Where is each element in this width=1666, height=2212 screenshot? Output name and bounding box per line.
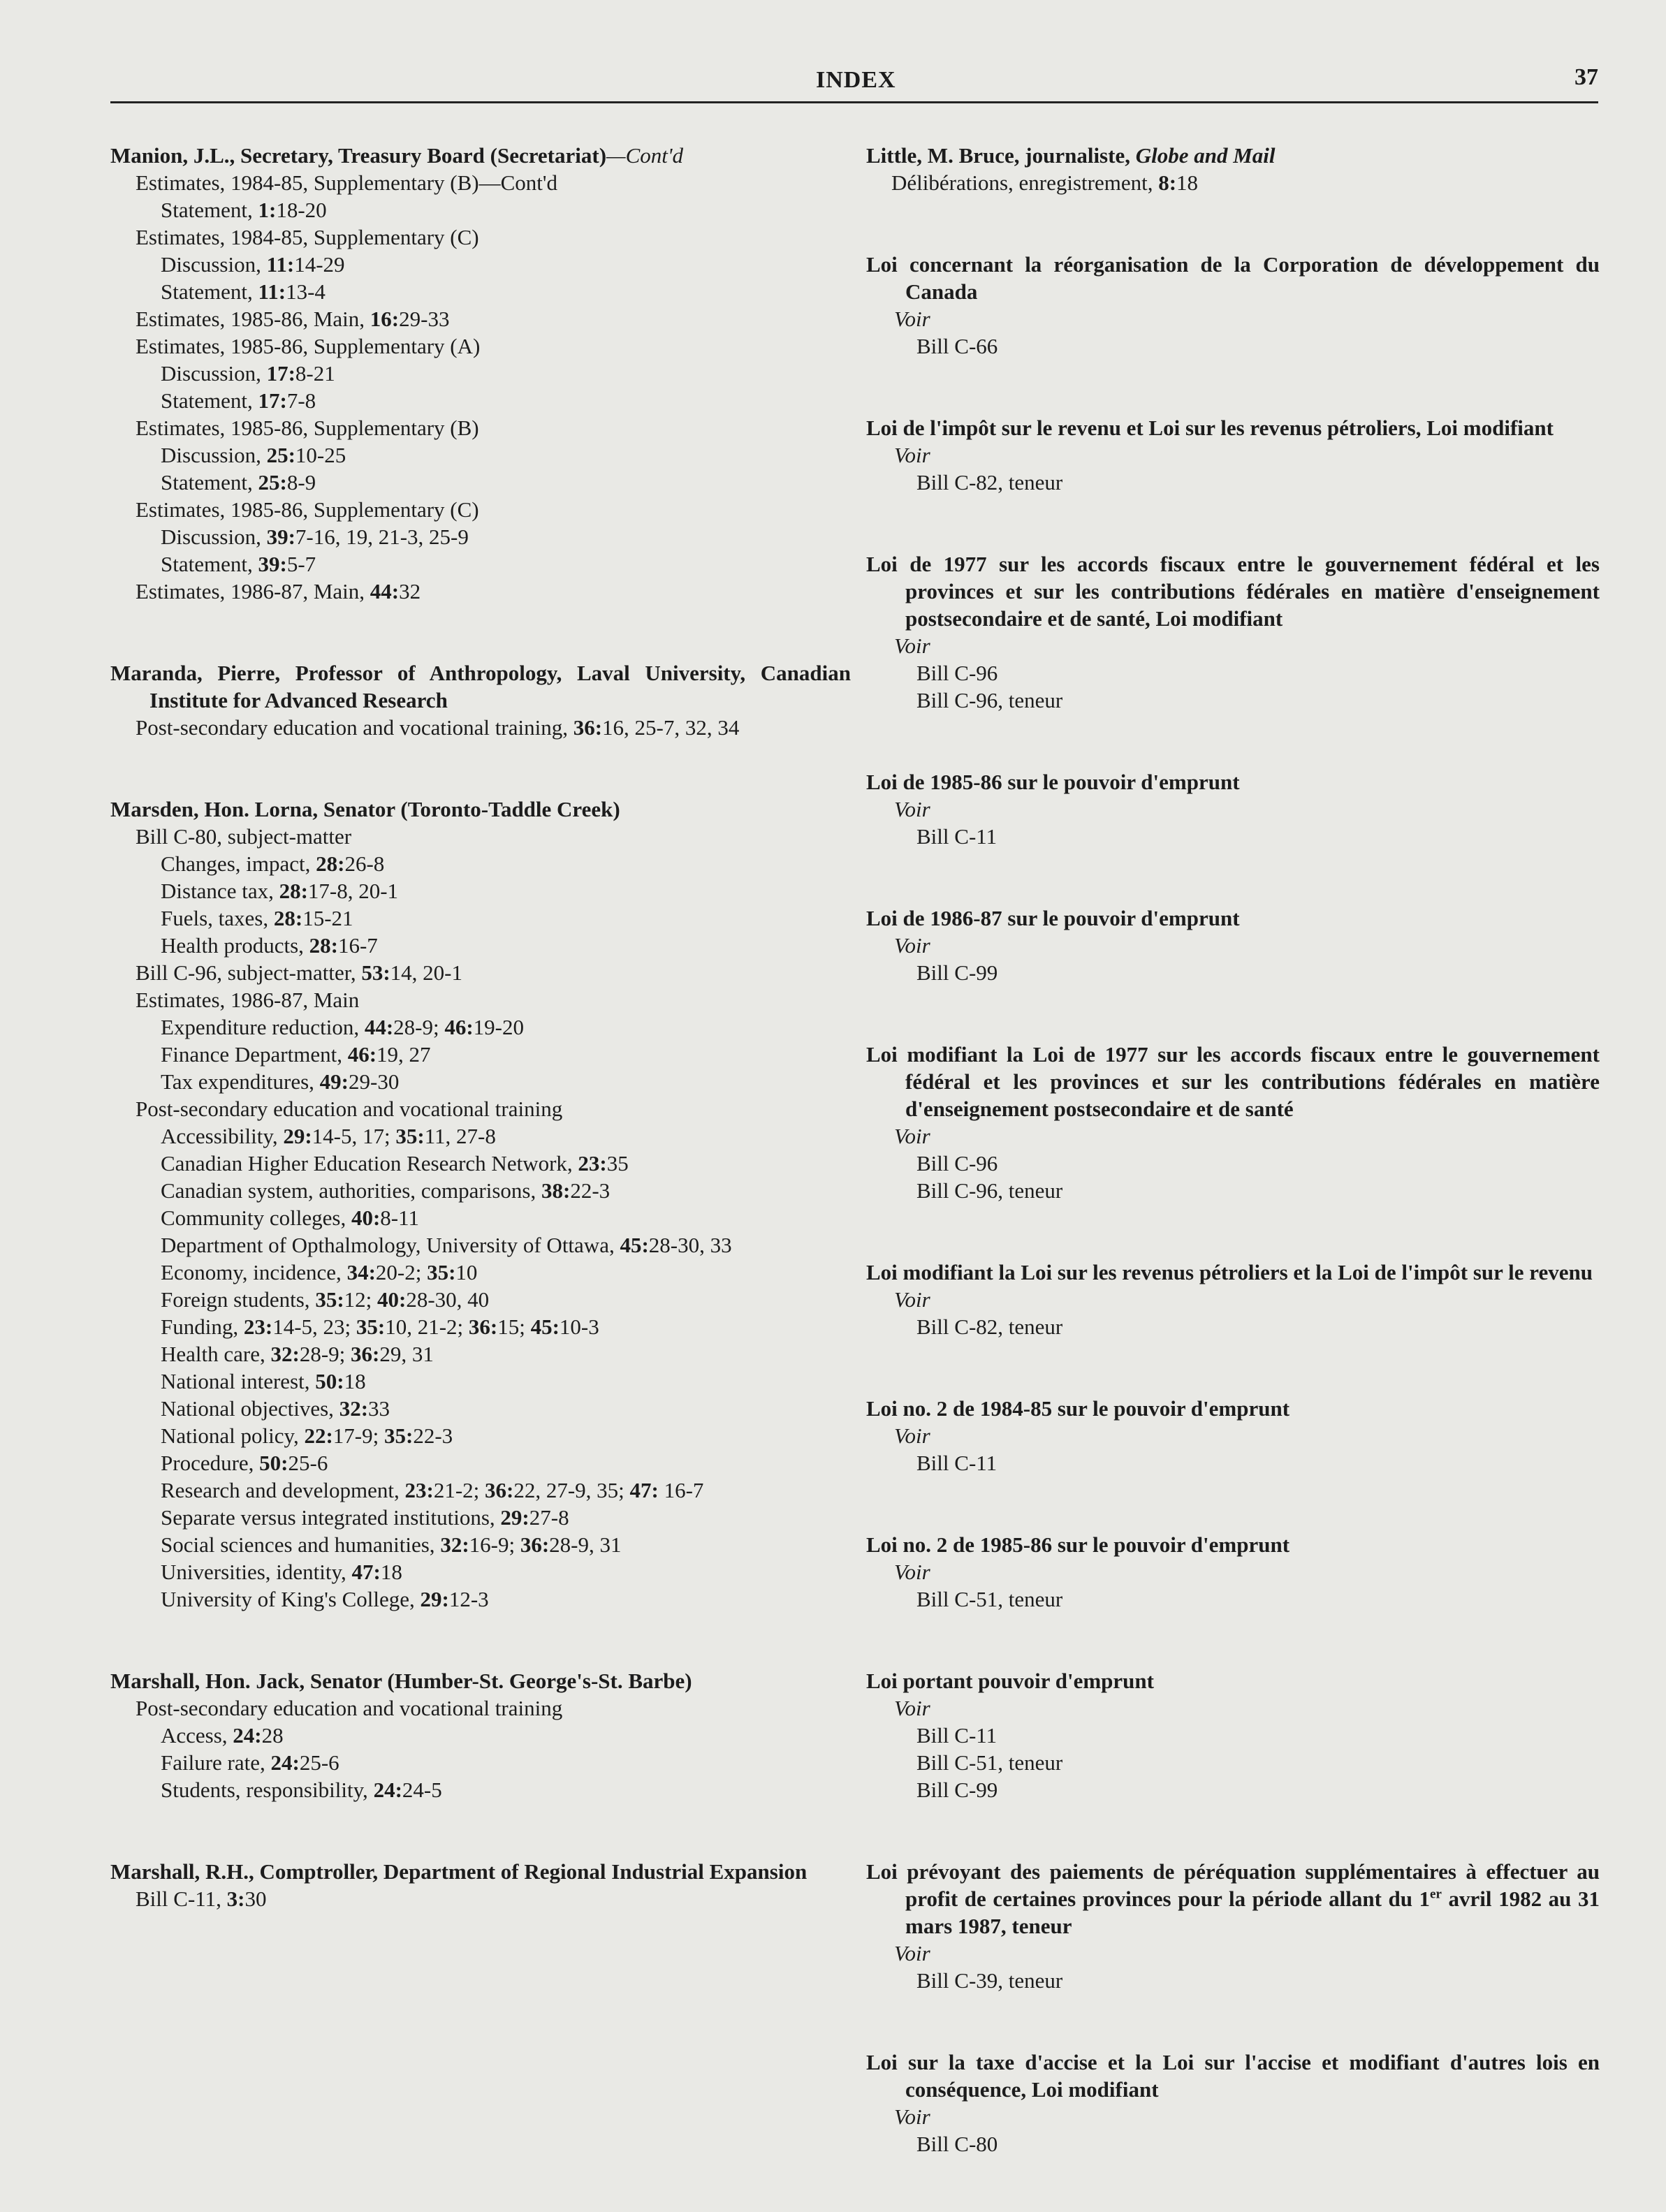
- subentry-line: Accessibility, 29:14-5, 17; 35:11, 27-8: [161, 1124, 496, 1148]
- subentry-line: Distance tax, 28:17-8, 20-1: [161, 879, 399, 903]
- subentry-line: Bill C-80, subject-matter: [136, 824, 352, 849]
- entry-heading: Loi no. 2 de 1984-85 sur le pouvoir d'emprunt: [866, 1396, 1290, 1421]
- see-reference-label: Voir: [894, 797, 930, 821]
- subentry-line: Separate versus integrated institutions, 29:27-8: [161, 1505, 569, 1530]
- subentry-line: Community colleges, 40:8-11: [161, 1206, 419, 1230]
- subentry-line: Post-secondary education and vocational training: [136, 1097, 563, 1121]
- subentry-line: Estimates, 1984-85, Supplementary (B)—Cont'd: [136, 170, 557, 195]
- subentry-line: Statement, 1:18-20: [161, 198, 327, 222]
- index-entry-loi-no2-1984-85: [866, 1395, 1600, 1477]
- subentry-line: Fuels, taxes, 28:15-21: [161, 906, 353, 930]
- bill-reference: Bill C-99: [916, 960, 998, 985]
- bill-reference: Bill C-96, teneur: [916, 1178, 1063, 1203]
- bill-reference: Bill C-99: [916, 1778, 998, 1802]
- entry-heading: Loi sur la taxe d'accise et la Loi sur l'accise et modifiant d'autres lois en conséquence, Loi modifiant: [866, 2050, 1600, 2102]
- subentry-line: Statement, 17:7-8: [161, 388, 316, 413]
- subentry-line: Estimates, 1985-86, Main, 16:29-33: [136, 307, 450, 331]
- subentry-line: Statement, 39:5-7: [161, 552, 316, 576]
- entry-heading: Loi de 1977 sur les accords fiscaux entre le gouvernement fédéral et les provinces et sur les contributions fédérales en matière d'enseignement postsecondaire et de santé, Loi modifiant: [866, 552, 1600, 631]
- see-reference-label: Voir: [894, 1124, 930, 1148]
- entry-heading: Manion, J.L., Secretary, Treasury Board (Secretariat)—Cont'd: [110, 143, 684, 168]
- bill-reference: Bill C-51, teneur: [916, 1750, 1063, 1775]
- subentry-line: Bill C-96, subject-matter, 53:14, 20-1: [136, 960, 462, 985]
- subentry-line: Social sciences and humanities, 32:16-9; 36:28-9, 31: [161, 1532, 622, 1557]
- subentry-line: National policy, 22:17-9; 35:22-3: [161, 1423, 453, 1448]
- subentry-line: Research and development, 23:21-2; 36:22, 27-9, 35; 47: 16-7: [161, 1478, 704, 1502]
- entry-heading: Marsden, Hon. Lorna, Senator (Toronto-Taddle Creek): [110, 797, 620, 821]
- subentry-line: Students, responsibility, 24:24-5: [161, 1778, 442, 1802]
- index-entry-loi-prevoyant: [866, 1858, 1600, 1994]
- subentry-line: Estimates, 1985-86, Supplementary (A): [136, 334, 481, 358]
- bill-reference: Bill C-96: [916, 1151, 998, 1175]
- subentry-line: Discussion, 25:10-25: [161, 443, 346, 467]
- header-rule: [110, 101, 1598, 103]
- subentry-line: Estimates, 1984-85, Supplementary (C): [136, 225, 479, 249]
- see-reference-label: Voir: [894, 633, 930, 658]
- running-title: INDEX: [816, 67, 896, 93]
- index-entry-marshall-rh: [110, 1858, 851, 1912]
- index-entry-loi-modifiant-1977: [866, 1041, 1600, 1204]
- entry-heading: Loi prévoyant des paiements de péréquation supplémentaires à effectuer au profit de certaines provinces pour la période allant du 1er avril 1982 au 31 mars 1987, teneur: [866, 1859, 1600, 1938]
- bill-reference: Bill C-96, teneur: [916, 688, 1063, 712]
- see-reference-label: Voir: [894, 307, 930, 331]
- bill-reference: Bill C-96: [916, 661, 998, 685]
- bill-reference: Bill C-11: [916, 824, 998, 849]
- subentry-line: University of King's College, 29:12-3: [161, 1587, 489, 1611]
- subentry-line: Discussion, 39:7-16, 19, 21-3, 25-9: [161, 525, 469, 549]
- subentry-line: Estimates, 1986-87, Main: [136, 988, 360, 1012]
- index-entry-loi-1977: [866, 550, 1600, 714]
- bill-reference: Bill C-51, teneur: [916, 1587, 1063, 1611]
- index-entry-loi-modifiant-revenus: [866, 1259, 1600, 1340]
- subentry-line: Finance Department, 46:19, 27: [161, 1042, 431, 1067]
- subentry-line: Funding, 23:14-5, 23; 35:10, 21-2; 36:15; 45:10-3: [161, 1314, 599, 1339]
- subentry-line: National objectives, 32:33: [161, 1396, 390, 1421]
- entry-heading: Little, M. Bruce, journaliste, Globe and Mail: [866, 143, 1276, 168]
- bill-reference: Bill C-11: [916, 1451, 998, 1475]
- subentry-line: Department of Opthalmology, University of Ottawa, 45:28-30, 33: [161, 1233, 732, 1257]
- see-reference-label: Voir: [894, 1287, 930, 1312]
- index-entry-loi-no2-1985-86: [866, 1531, 1600, 1613]
- bill-reference: Bill C-82, teneur: [916, 470, 1063, 495]
- see-reference-label: Voir: [894, 1941, 930, 1965]
- subentry-line: Health care, 32:28-9; 36:29, 31: [161, 1342, 434, 1366]
- bill-reference: Bill C-39, teneur: [916, 1968, 1063, 1993]
- subentry-line: Canadian Higher Education Research Network, 23:35: [161, 1151, 629, 1175]
- entry-heading: Loi de l'impôt sur le revenu et Loi sur les revenus pétroliers, Loi modifiant: [866, 416, 1554, 440]
- subentry-line: Discussion, 11:14-29: [161, 252, 345, 277]
- entry-heading: Maranda, Pierre, Professor of Anthropology, Laval University, Canadian Institute for Advanced Research: [110, 661, 851, 712]
- entry-heading: Marshall, Hon. Jack, Senator (Humber-St. George's-St. Barbe): [110, 1669, 692, 1693]
- left-column: [110, 142, 851, 1967]
- entry-heading: Marshall, R.H., Comptroller, Department of Regional Industrial Expansion: [110, 1859, 808, 1884]
- bill-reference: Bill C-82, teneur: [916, 1314, 1063, 1339]
- subentry-line: Statement, 11:13-4: [161, 279, 326, 304]
- entry-heading: Loi de 1986-87 sur le pouvoir d'emprunt: [866, 906, 1240, 930]
- index-entry-manion: [110, 142, 851, 605]
- subentry-line: Foreign students, 35:12; 40:28-30, 40: [161, 1287, 490, 1312]
- bill-reference: Bill C-11: [916, 1723, 998, 1748]
- entry-heading: Loi concernant la réorganisation de la Corporation de développement du Canada: [866, 252, 1600, 304]
- subentry-line: Changes, impact, 28:26-8: [161, 851, 385, 876]
- index-entry-loi-1985-86: [866, 768, 1600, 850]
- see-reference-label: Voir: [894, 1560, 930, 1584]
- subentry-line: Estimates, 1985-86, Supplementary (B): [136, 416, 479, 440]
- see-reference-label: Voir: [894, 1423, 930, 1448]
- index-entry-little: [866, 142, 1600, 196]
- index-entry-loi-1986-87: [866, 904, 1600, 986]
- index-entry-loi-impot: [866, 414, 1600, 496]
- subentry-line: Health products, 28:16-7: [161, 933, 378, 958]
- index-entry-loi-cdc: [866, 251, 1600, 360]
- page-header: [110, 63, 1598, 105]
- subentry-line: Expenditure reduction, 44:28-9; 46:19-20: [161, 1015, 524, 1039]
- subentry-line: Estimates, 1985-86, Supplementary (C): [136, 497, 479, 522]
- subentry-line: Universities, identity, 47:18: [161, 1560, 402, 1584]
- page-number: 37: [1574, 64, 1598, 90]
- subentry-line: Discussion, 17:8-21: [161, 361, 335, 386]
- bill-reference: Bill C-80: [916, 2132, 998, 2156]
- see-reference-label: Voir: [894, 933, 930, 958]
- see-reference-label: Voir: [894, 2104, 930, 2129]
- entry-heading: Loi modifiant la Loi de 1977 sur les accords fiscaux entre le gouvernement fédéral et les provinces et sur les contributions fédérales en matière d'enseignement postsecondaire et de santé: [866, 1042, 1600, 1121]
- subentry-line: Procedure, 50:25-6: [161, 1451, 328, 1475]
- subentry-line: Access, 24:28: [161, 1723, 284, 1748]
- right-column: [866, 142, 1600, 2212]
- entry-heading: Loi de 1985-86 sur le pouvoir d'emprunt: [866, 770, 1240, 794]
- subentry-line: Economy, incidence, 34:20-2; 35:10: [161, 1260, 478, 1284]
- index-entry-loi-taxe: [866, 2049, 1600, 2158]
- subentry-line: Canadian system, authorities, comparisons, 38:22-3: [161, 1178, 611, 1203]
- index-entry-maranda: [110, 659, 851, 741]
- bill-reference: Bill C-66: [916, 334, 998, 358]
- subentry-line: Failure rate, 24:25-6: [161, 1750, 339, 1775]
- subentry-line: Estimates, 1986-87, Main, 44:32: [136, 579, 421, 603]
- index-entry-marsden: [110, 796, 851, 1613]
- subentry-line: Délibérations, enregistrement, 8:18: [891, 170, 1199, 195]
- subentry-line: Post-secondary education and vocational training: [136, 1696, 563, 1720]
- subentry-line: Statement, 25:8-9: [161, 470, 316, 495]
- entry-heading: Loi modifiant la Loi sur les revenus pétroliers et la Loi de l'impôt sur le revenu: [866, 1260, 1593, 1284]
- subentry-line: Bill C-11, 3:30: [136, 1887, 267, 1911]
- subentry-line: Tax expenditures, 49:29-30: [161, 1069, 400, 1094]
- subentry-line: National interest, 50:18: [161, 1369, 366, 1393]
- entry-heading: Loi no. 2 de 1985-86 sur le pouvoir d'emprunt: [866, 1532, 1290, 1557]
- entry-heading: Loi portant pouvoir d'emprunt: [866, 1669, 1154, 1693]
- index-entry-marshall-jack: [110, 1667, 851, 1803]
- subentry-line: Post-secondary education and vocational training, 36:16, 25-7, 32, 34: [136, 715, 740, 740]
- see-reference-label: Voir: [894, 1696, 930, 1720]
- index-entry-loi-portant: [866, 1667, 1600, 1803]
- see-reference-label: Voir: [894, 443, 930, 467]
